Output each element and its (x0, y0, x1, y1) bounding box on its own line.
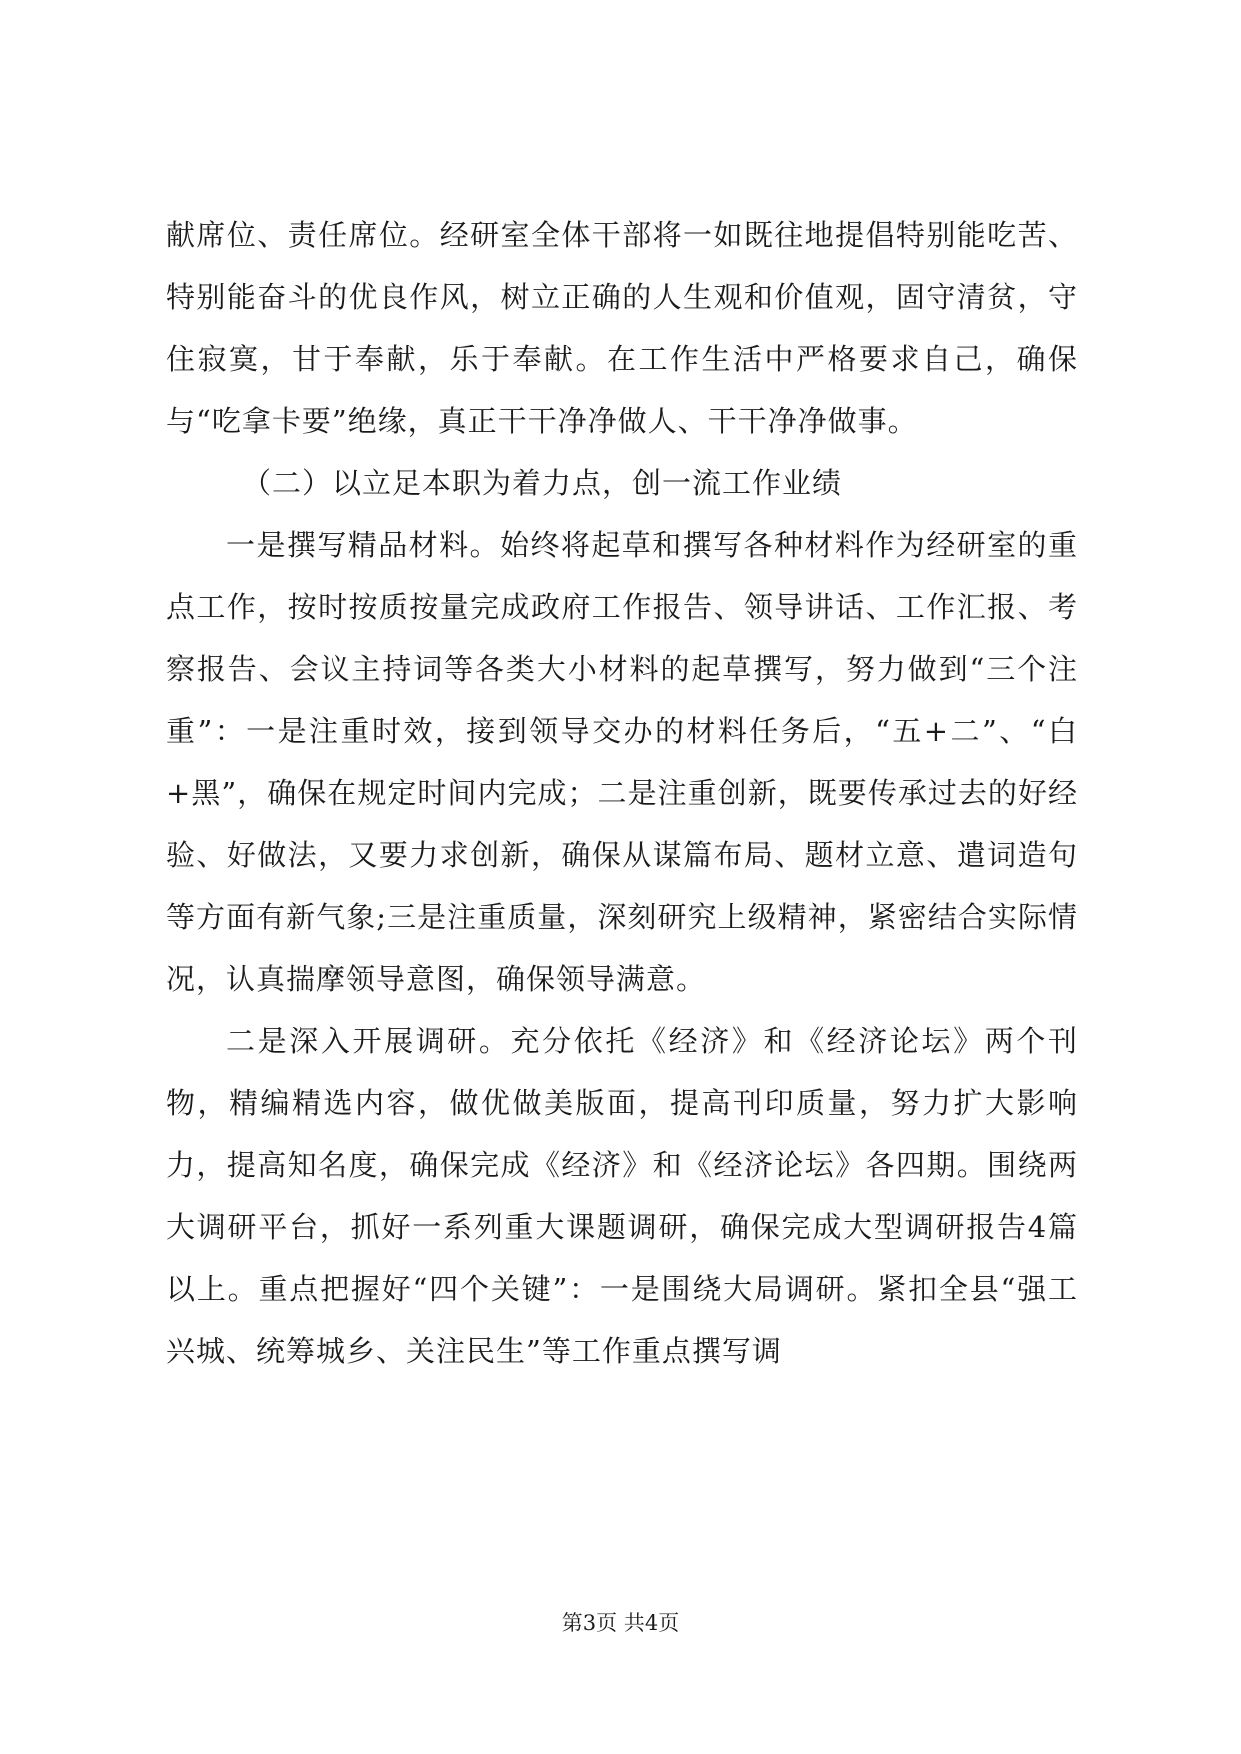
page-number-footer: 第3页 共4页 (561, 1611, 680, 1635)
paragraph-continuation: 献席位、责任席位。经研室全体干部将一如既往地提倡特别能吃苦、特别能奋斗的优良作风，树立正确的人生观和价值观，固守清贫，守住寂寞，甘于奉献，乐于奉献。在工作生活中严格要求自己，确保与“吃拿卡要”绝缘，真正干干净净做人、干干净净做事。 (166, 218, 1078, 438)
paragraph-writing-materials: 一是撰写精品材料。始终将起草和撰写各种材料作为经研室的重点工作，按时按质按量完成政府工作报告、领导讲话、工作汇报、考察报告、会议主持词等各类大小材料的起草撰写，努力做到“三个注重”：一是注重时效，接到领导交办的材料任务后，“五+二”、“白+黑”，确保在规定时间内完成；二是注重创新，既要传承过去的好经验、好做法，又要力求创新，确保从谋篇布局、题材立意、遣词造句等方面有新气象;三是注重质量，深刻研究上级精神，紧密结合实际情况，认真揣摩领导意图，确保领导满意。 (166, 528, 1078, 996)
paragraph-research: 二是深入开展调研。充分依托《经济》和《经济论坛》两个刊物，精编精选内容，做优做美版面，提高刊印质量，努力扩大影响力，提高知名度，确保完成《经济》和《经济论坛》各四期。围绕两大调研平台，抓好一系列重大课题调研，确保完成大型调研报告4篇以上。重点把握好“四个关键”：一是围绕大局调研。紧扣全县“强工兴城、统筹城乡、关注民生”等工作重点撰写调 (166, 1024, 1078, 1368)
section-heading: （二）以立足本职为着力点，创一流工作业绩 (242, 466, 843, 500)
document-body (166, 204, 1078, 1382)
